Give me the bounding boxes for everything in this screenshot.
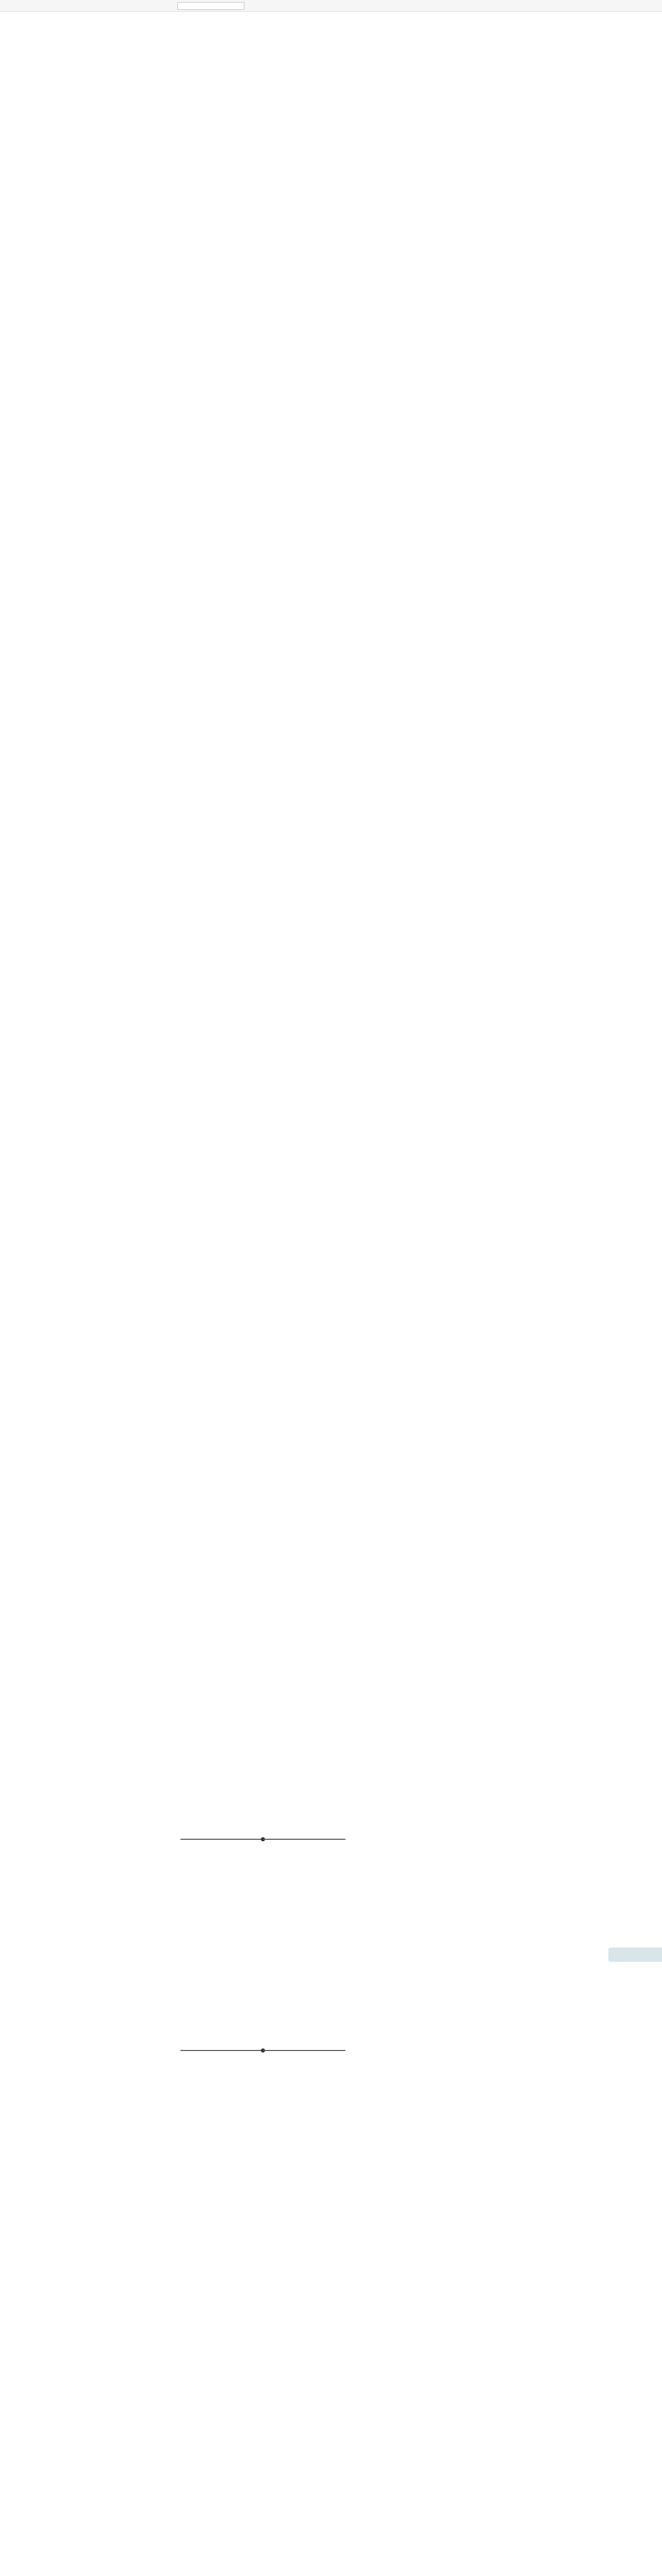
- chapter-body: [184, 174, 487, 2576]
- separator-line: [180, 2050, 263, 2051]
- search-input[interactable]: [177, 2, 244, 10]
- top-bar: [0, 0, 662, 12]
- section-separator: [180, 1837, 345, 1842]
- separator-line: [263, 2050, 345, 2051]
- floating-side-button[interactable]: [608, 1947, 662, 1962]
- separator-line: [180, 1839, 263, 1840]
- header-nav: [150, 0, 244, 11]
- section-separator: [180, 2048, 345, 2053]
- separator-line: [263, 1839, 345, 1840]
